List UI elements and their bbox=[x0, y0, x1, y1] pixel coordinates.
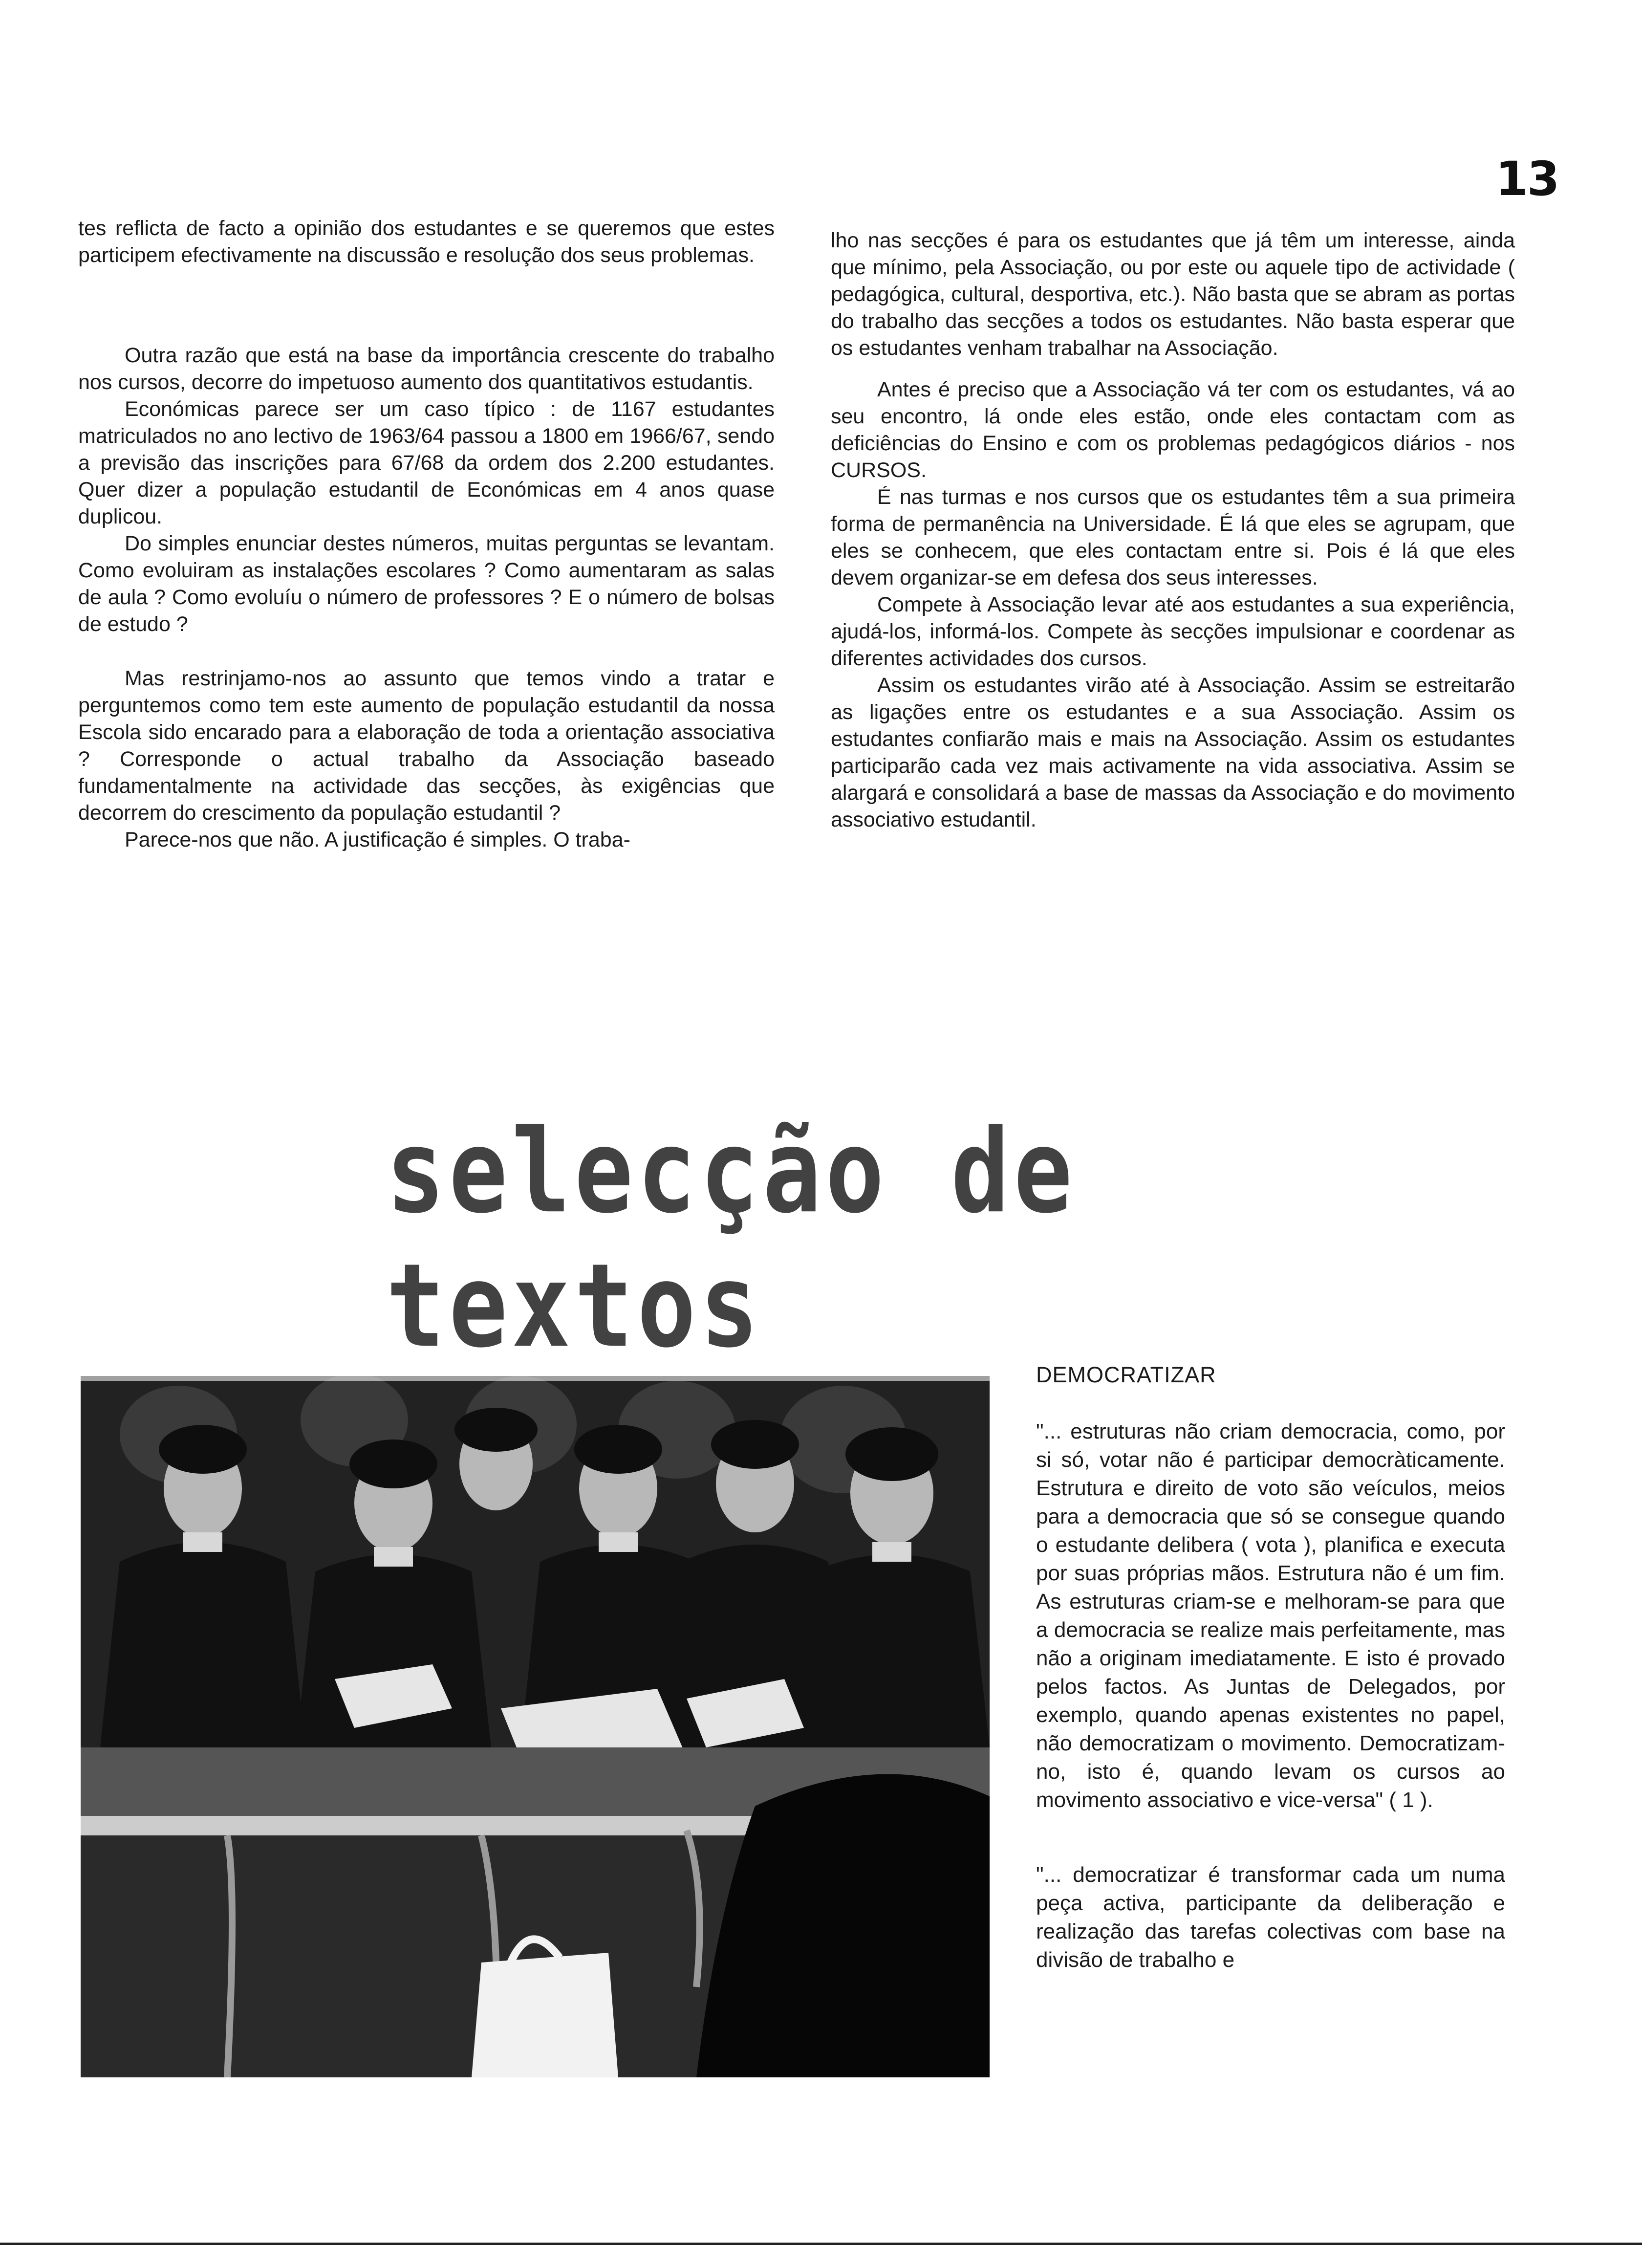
paragraph: É nas turmas e nos cursos que os estudantes têm a sua primeira forma de permanência na Universidade. É lá que eles se agrupam, que eles se conhecem, que eles contactam entre si. Pois é lá que eles devem organizar-se em defesa dos seus interesses. bbox=[831, 485, 1515, 589]
quote-paragraph: "... democratizar é transformar cada um numa peça activa, participante da deliberação e realização das tarefas colectivas com base na divisão de trabalho e bbox=[1036, 1863, 1505, 1972]
page-number: 13 bbox=[1495, 152, 1559, 206]
kicker-title: DEMOCRATIZAR bbox=[1036, 1362, 1216, 1387]
bottom-rule bbox=[0, 2243, 1642, 2245]
left-text-column bbox=[78, 215, 775, 853]
paragraph: tes reflicta de facto a opinião dos estudantes e se queremos que estes participem efectivamente na discussão e resolução dos seus problemas. bbox=[78, 217, 775, 267]
photo-students-assembly bbox=[81, 1376, 990, 2077]
paragraph: Parece-nos que não. A justificação é simples. O traba- bbox=[125, 828, 630, 851]
paragraph: Assim os estudantes virão até à Associação. Assim se estreitarão as ligações entre os estudantes e a sua Associação. Assim os estudantes confiarão mais e mais na Associação. Assim os estudantes participarão cada vez mais activamente na vida associativa. Assim se alargará e consolidará a base de massas da Associação e do movimento associativo estudantil. bbox=[831, 674, 1515, 831]
paragraph: Do simples enunciar destes números, muitas perguntas se levantam. Como evoluiram as instalações escolares ? Como aumentaram as salas de aula ? Como evoluíu o número de professores ? E o número de bolsas de estudo ? bbox=[78, 532, 775, 636]
paragraph: Mas restrinjamo-nos ao assunto que temos vindo a tratar e perguntemos como tem este aumento de população estudantil da nossa Escola sido encarado para a elaboração de toda a orientação associativa ? Corresponde o actual trabalho da Associação baseado fundamentalmente na actividade das secções, às exigências que decorrem do crescimento da população estudantil ? bbox=[78, 667, 775, 825]
paragraph: Outra razão que está na base da importância crescente do trabalho nos cursos, decorre do impetuoso aumento dos quantitativos estudantis. bbox=[78, 344, 775, 394]
paragraph: Económicas parece ser um caso típico : de 1167 estudantes matriculados no ano lectivo de 1963/64 passou a 1800 em 1966/67, sendo a previsão das inscrições para 67/68 da ordem dos 2.200 estudantes. Quer dizer a população estudantil de Económicas em 4 anos quase duplicou. bbox=[78, 397, 775, 528]
paragraph: Compete à Associação levar até aos estudantes a sua experiência, ajudá-los, informá-los. Compete às secções impulsionar e coordenar as diferentes actividades dos cursos. bbox=[831, 593, 1515, 670]
section-heading: selecção de textos bbox=[386, 1105, 1077, 1374]
paragraph: lho nas secções é para os estudantes que já têm um interesse, ainda que mínimo, pela Associação, ou por este ou aquele tipo de actividade ( pedagógica, cultural, desportiva, etc.). Não basta que se abram as portas do trabalho das secções a todos os estudantes. Não basta esperar que os estudantes venham trabalhar na Associação. bbox=[831, 229, 1515, 360]
paragraph: Antes é preciso que a Associação vá ter com os estudantes, vá ao seu encontro, lá onde eles estão, onde eles contactam com as deficiências do Ensino e com os problemas pedagógicos diários - nos CURSOS. bbox=[831, 378, 1515, 482]
quote-column bbox=[1036, 1361, 1505, 1974]
quote-paragraph: "... estruturas não criam democracia, como, por si só, votar não é participar democràticamente. Estrutura e direito de voto são veículos, meios para a democracia que só se consegue quando o estudante delibera ( vota ), planifica e executa por suas próprias mãos. Estrutura não é um fim. As estruturas criam-se e melhoram-se para que a democracia se realize mais perfeitamente, mas não a originam imediatamente. E isto é provado pelos factos. As Juntas de Delegados, por exemplo, quando apenas existentes no papel, não democratizam o movimento. Democratizam-no, isto é, quando levam os cursos ao movimento associativo e vice-versa" ( 1 ). bbox=[1036, 1419, 1505, 1812]
right-text-column bbox=[831, 227, 1515, 833]
